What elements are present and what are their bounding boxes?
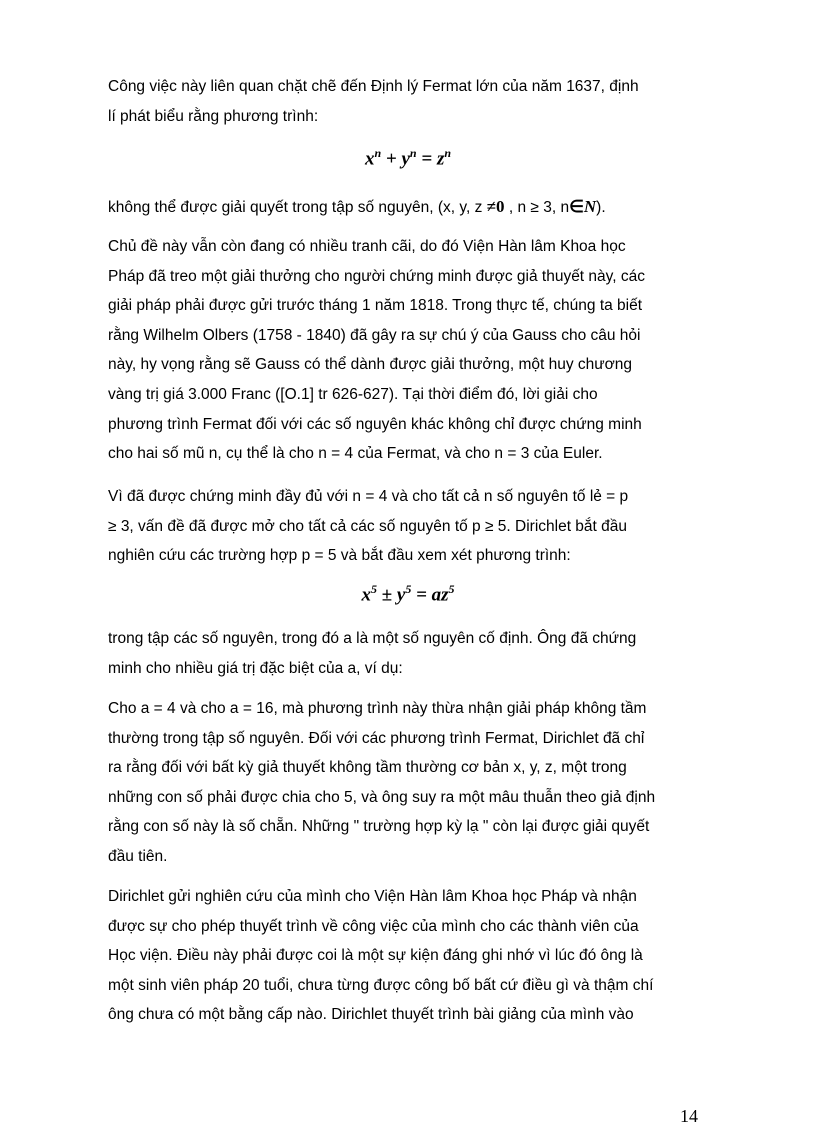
- eq-term: x: [361, 584, 371, 606]
- paragraph-academy-presentation: [108, 882, 678, 1030]
- paragraph-special-cases: [108, 694, 678, 872]
- equation-fermat: [0, 146, 816, 170]
- eq-operator: =: [416, 148, 437, 170]
- text-line: trong tập các số nguyên, trong đó a là một số nguyên cố định. Ông đã chứng: [108, 630, 637, 647]
- text-line: vàng trị giá 3.000 Franc ([O.1] tr 626-627). Tại thời điểm đó, lời giải cho: [108, 385, 598, 403]
- text-line: phương trình Fermat đối với các số nguyên khác không chỉ được chứng minh: [108, 415, 642, 433]
- eq-exponent: 5: [405, 582, 412, 596]
- eq-operator: +: [381, 148, 402, 170]
- paragraph-dirichlet-start: [108, 482, 678, 571]
- eq-term: z: [436, 148, 445, 170]
- text-line: Dirichlet gửi nghiên cứu của mình cho Viện Hàn lâm Khoa học Pháp và nhận: [108, 888, 637, 905]
- eq-exponent: 5: [370, 582, 377, 596]
- text-line: [108, 192, 678, 223]
- text-line: đầu tiên.: [108, 847, 168, 865]
- text-line: giải pháp phải được gửi trước tháng 1 năm 1818. Trong thực tế, chúng ta biết: [108, 297, 643, 315]
- text-segment: , n ≥ 3, n: [504, 199, 570, 216]
- text-line: Cho a = 4 và cho a = 16, mà phương trình này thừa nhận giải pháp không tầm: [108, 700, 647, 717]
- text-line: nghiên cứu các trường hợp p = 5 và bắt đầu xem xét phương trình:: [108, 547, 571, 565]
- eq-exponent: n: [409, 146, 417, 160]
- text-line: Học viện. Điều này phải được coi là một sự kiện đáng ghi nhớ vì lúc đó ông là: [108, 947, 643, 965]
- text-line: này, hy vọng rằng sẽ Gauss có thể dành được giải thưởng, một huy chương: [108, 356, 633, 374]
- eq-term: x: [364, 148, 375, 170]
- text-line: ra rằng đối với bất kỳ giả thuyết không tầm thường cơ bản x, y, z, một trong: [108, 759, 627, 777]
- paragraph-academy-prize: [108, 232, 678, 469]
- eq-exponent: n: [374, 146, 382, 160]
- eq-term: y: [401, 148, 410, 170]
- eq-exponent: n: [444, 146, 452, 160]
- text-line: lí phát biểu rằng phương trình:: [108, 107, 319, 125]
- text-segment: không thể được giải quyết trong tập số nguyên, (x, y, z: [108, 199, 487, 216]
- text-line: một sinh viên pháp 20 tuổi, chưa từng được công bố bất cứ điều gì và thậm chí: [108, 976, 654, 994]
- text-line: Pháp đã treo một giải thưởng cho người chứng minh được giả thuyết này, các: [108, 267, 645, 285]
- text-line: Công việc này liên quan chặt chẽ đến Định lý Fermat lớn của năm 1637, định: [108, 78, 639, 95]
- text-line: ông chưa có một bằng cấp nào. Dirichlet thuyết trình bài giảng của mình vào: [108, 1006, 634, 1024]
- paragraph-integer-set: [108, 624, 678, 683]
- text-line: những con số phải được chia cho 5, và ông suy ra một mâu thuẫn theo giả định: [108, 788, 656, 806]
- equation-dirichlet: [0, 582, 816, 606]
- element-of-symbol: ∈: [569, 197, 584, 216]
- text-line: cho hai số mũ n, cụ thể là cho n = 4 của Fermat, và cho n = 3 của Euler.: [108, 445, 603, 463]
- text-line: ≥ 3, vấn đề đã được mở cho tất cả các số nguyên tố p ≥ 5. Dirichlet bắt đầu: [108, 517, 628, 535]
- text-line: được sự cho phép thuyết trình về công việc của mình cho các thành viên của: [108, 917, 639, 935]
- text-segment: ).: [596, 199, 606, 216]
- text-line: minh cho nhiều giá trị đặc biệt của a, ví dụ:: [108, 659, 403, 677]
- eq-term: az: [431, 584, 449, 606]
- text-line: Vì đã được chứng minh đầy đủ với n = 4 và cho tất cả n số nguyên tố lẻ = p: [108, 488, 629, 505]
- paragraph-fermat-intro: [108, 72, 678, 131]
- natural-set-symbol: N: [583, 197, 597, 216]
- text-line: rằng Wilhelm Olbers (1758 - 1840) đã gây ra sự chú ý của Gauss cho câu hỏi: [108, 326, 641, 344]
- page-number: 14: [680, 1106, 698, 1126]
- eq-exponent: 5: [448, 582, 455, 596]
- text-line: thường trong tập số nguyên. Đối với các phương trình Fermat, Dirichlet đã chỉ: [108, 729, 645, 747]
- text-line: Chủ đề này vẫn còn đang có nhiều tranh cãi, do đó Viện Hàn lâm Khoa học: [108, 238, 626, 255]
- not-equal-zero-symbol: ≠0: [486, 197, 505, 216]
- eq-term: y: [396, 584, 406, 606]
- eq-operator: =: [411, 584, 432, 606]
- text-line: rằng con số này là số chẵn. Những " trường hợp kỳ lạ " còn lại được giải quyết: [108, 818, 650, 836]
- paragraph-fermat-condition: [108, 192, 678, 223]
- eq-operator: ±: [376, 584, 397, 606]
